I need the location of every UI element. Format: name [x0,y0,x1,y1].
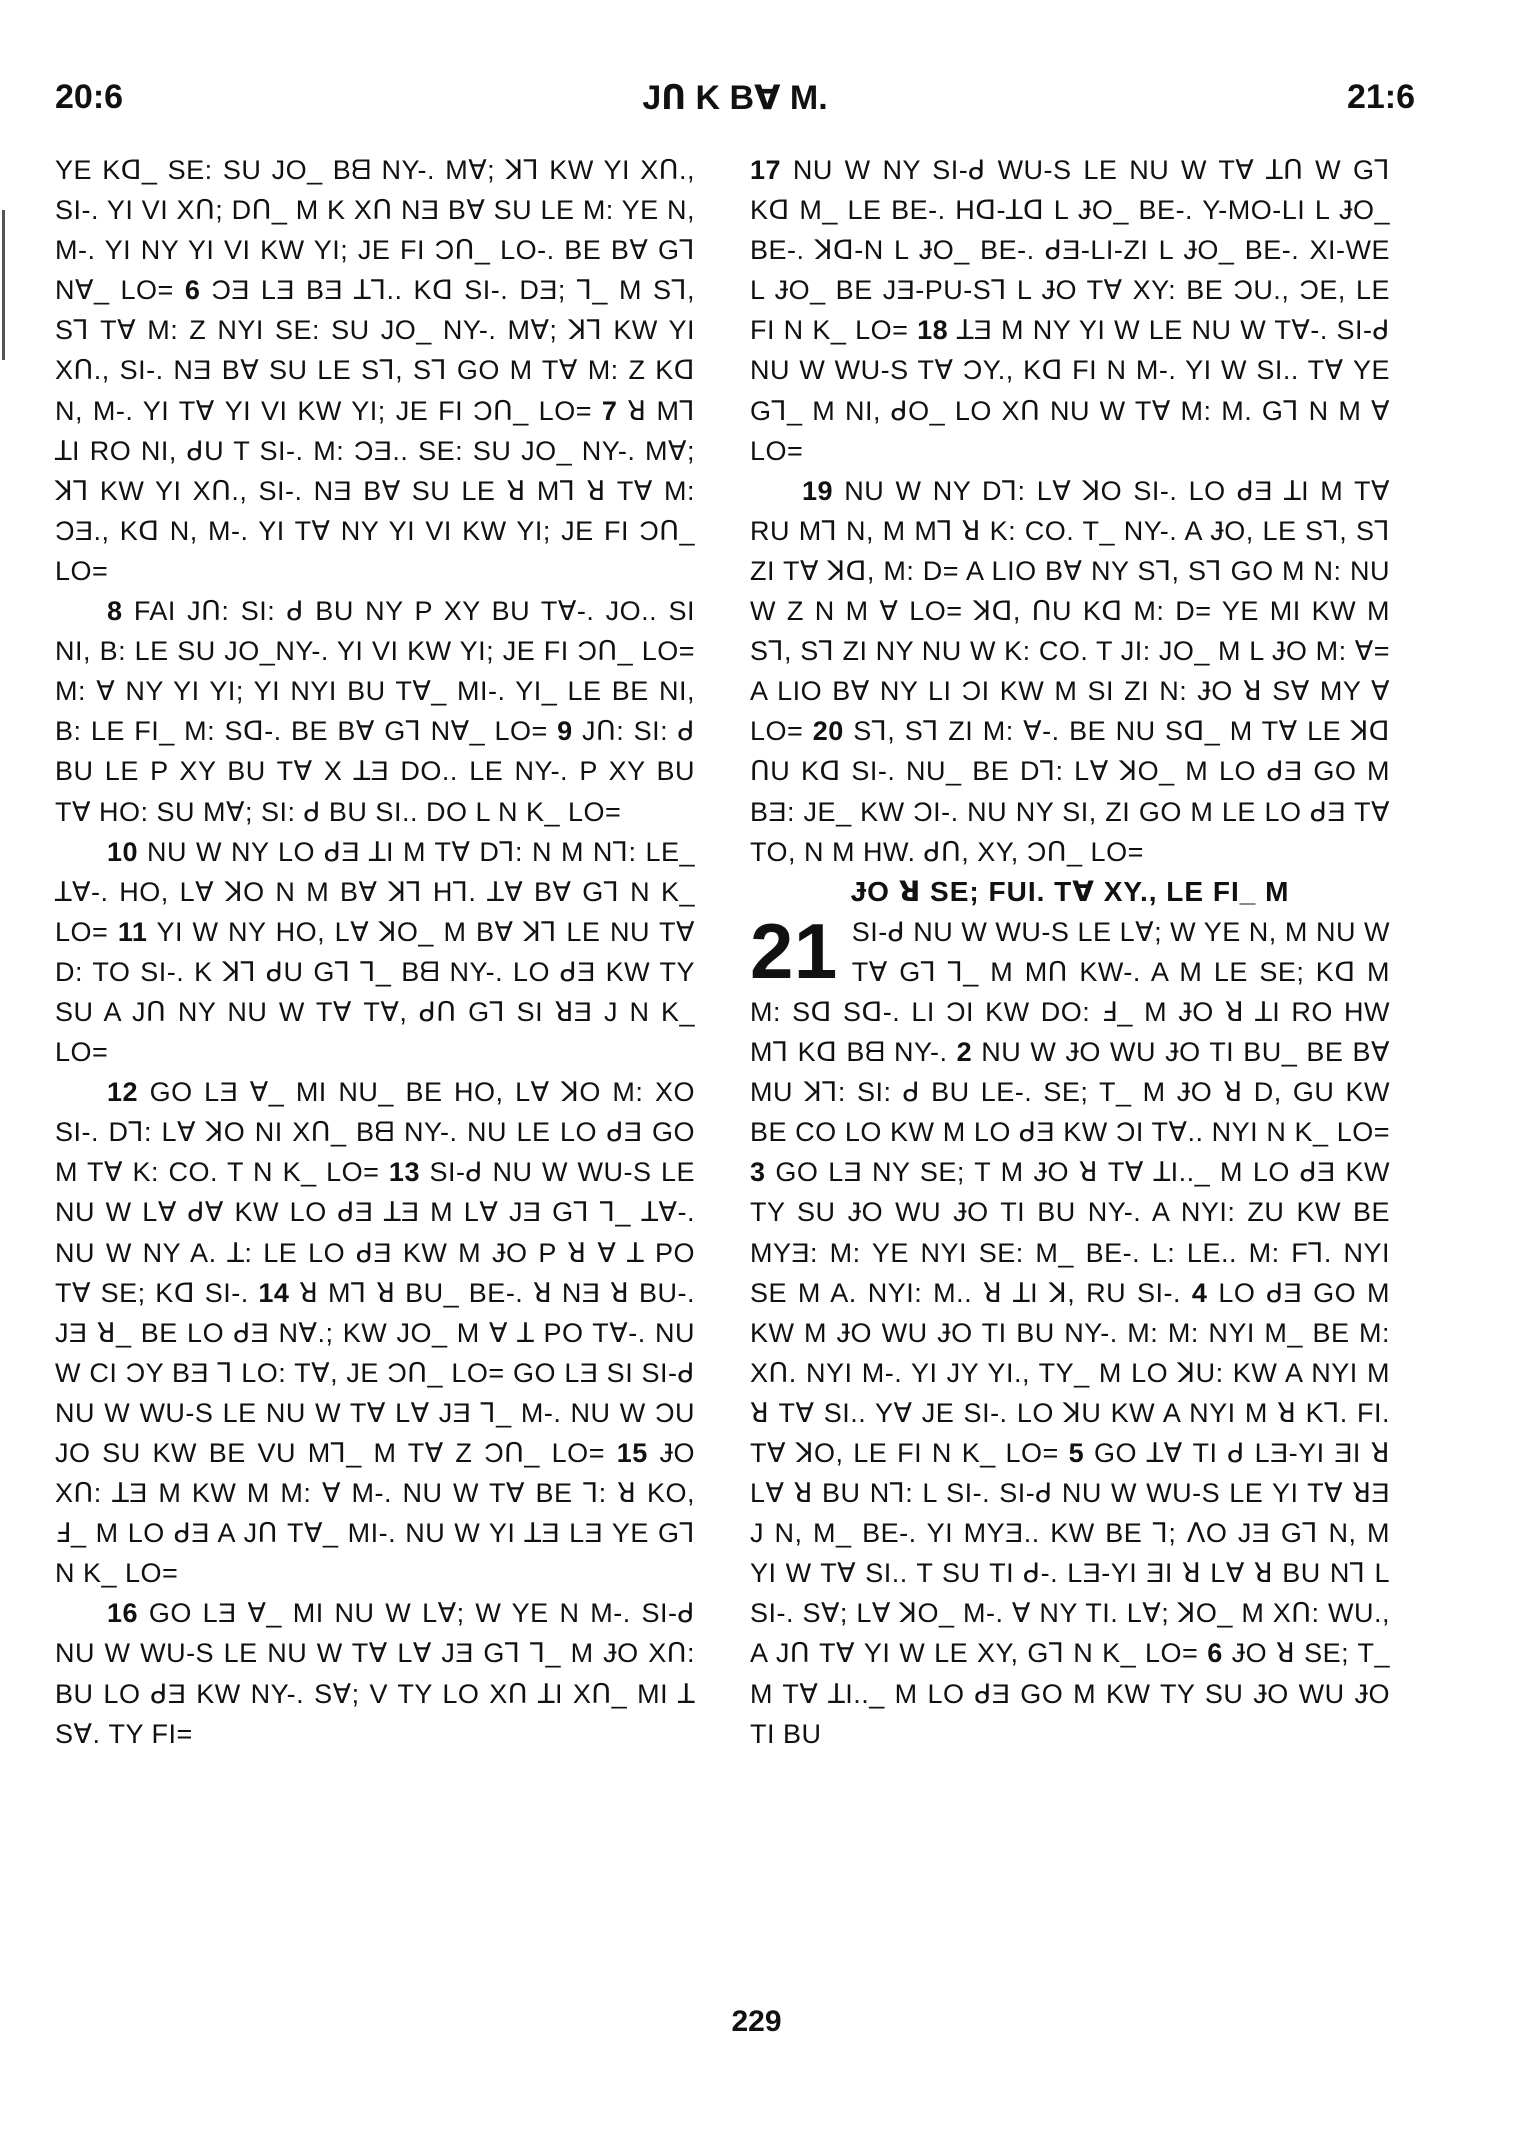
paragraph [55,832,695,1073]
page-number: 229 [731,2005,782,2038]
verse-text: GO LƎ NY SE; T M ɈO ꓤ Tꓯ ꓕI.._ M LO ᑯƎ KW TY SU ɈO WU ɈO TI BU NY-. A NYI: ZU KW BE MYƎ: M: YE NYI SE: M_ BE-. L: LE.. M: Fꓶ. NYI SE M A. NYI: M.. ꓤ ꓕI ꓘ, RU SI-. [750,1157,1390,1308]
verse-text: ɈO XՈ: ꓕƎ M KW M M: ꓯ M-. NU W Tꓯ BE ꓶ: ꓤ KO, Ⅎ_ M LO ᑯƎ A JՈ Tꓯ_ MI-. NU W YI ꓕƎ LƎ YE Gꓶ N K_ LO= [55,1438,695,1589]
paragraph [55,1593,695,1753]
verse-number: 14 [258,1277,290,1308]
verse-number: 19 [802,475,834,506]
paragraph [750,471,1390,872]
paragraph [55,1072,695,1593]
verse-text: NU W NY Dꓶ: Lꓯ ꓘO SI-. LO ᑯƎ ꓕI M Tꓯ RU Mꓶ N, M Mꓶ ꓤ K: CO. T_ NY-. A ɈO, LE Sꓶ, Sꓶ ZI Tꓯ ꓘᗡ, M: D= A LIO Bꓯ NY Sꓶ, Sꓶ GO M N: NU W Z N M ꓯ LO= ꓘᗡ, ꓵU Kᗡ M: D= YE MI KW M Sꓶ, Sꓶ ZI NY NU W K: CO. T JI: JO_ M L ɈO M: ꓯ= A LIO Bꓯ NY LI ƆI KW M SI ZI N: ɈO ꓤ Sꓯ MY ꓯ LO= [750,475,1390,747]
paragraph [750,906,1391,1754]
verse-text: ɈO ꓤ SE; T_ M Tꓯ ꓕI.._ M LO ᑯƎ GO M KW TY SU ɈO WU ɈO TI BU [750,1638,1391,1749]
paragraph [55,591,695,832]
verse-text: YE Kᗡ_ SE: SU JO_ Bᗺ NY-. Mꓯ; ꓘꓶ KW YI XՈ., SI-. YI VI XՈ; DՈ_ M K XՈ NƎ Bꓯ SU LE M: YE N, M-. YI NY YI VI KW YI; JE FI ƆՈ_ LO-. BE Bꓯ Gꓶ Nꓯ_ LO= [55,155,695,306]
section-heading: ɈO ꓤ SE; FUI. Tꓯ XY., LE FI_ M [850,875,1290,907]
verse-number: 3 [750,1157,766,1188]
verse-text: GO LƎ ꓯ_ MI NU W Lꓯ; W YE N M-. SI-ᑯ NU W WU-S LE NU W Tꓯ Lꓯ JƎ Gꓶ ꓶ_ M ɈO XՈ: BU LO ᑯƎ KW NY-. Sꓯ; V TY LO XՈ ꓕI XՈ_ MI ꓕ Sꓯ. TY FI= [55,1598,695,1749]
verse-number: 20 [812,716,844,747]
verse-number: 6 [1207,1638,1223,1669]
verse-text: JՈ: SI: ᑯ BU LE P XY BU Tꓯ X ꓕƎ DO.. LE NY-. P XY BU Tꓯ HO: SU Mꓯ; SI: ᑯ BU SI.. DO L N K_ LO= [55,716,696,827]
left-text-column [55,150,695,1754]
verse-number: 12 [107,1077,139,1108]
verse-number: 13 [388,1157,420,1188]
verse-text: SI-ᑯ NU W WU-S LE Lꓯ; W YE N, M NU W Tꓯ Gꓶ ꓶ_ M MՈ KW-. A M LE SE; Kᗡ M M: Sᗡ Sᗡ-. LI ƆI KW DO: Ⅎ_ M ɈO ꓤ ꓕI RO HW Mꓶ Kᗡ Bᗺ NY-. [750,916,1390,1068]
verse-text: ƆƎ LƎ BƎ ꓕꓶ.. Kᗡ SI-. DƎ; ꓶ_ M Sꓶ, Sꓶ Tꓯ M: Z NYI SE: SU JO_ NY-. Mꓯ; ꓘꓶ KW YI XՈ., SI-. NƎ Bꓯ SU LE Sꓶ, Sꓶ GO M Tꓯ M: Z Kᗡ N, M-. YI Tꓯ YI VI KW YI; JE FI ƆՈ_ LO= [55,275,696,426]
verse-number: 11 [117,916,148,947]
verse-text: Sꓶ, Sꓶ ZI M: ꓯ-. BE NU Sᗡ_ M Tꓯ LE ꓘᗡ ꓵU Kᗡ SI-. NU_ BE Dꓶ: Lꓯ ꓘO_ M LO ᑯƎ GO M BƎ: JE_ KW ƆI-. NU NY SI, ZI GO M LE LO ᑯƎ Tꓯ TO, N M HW. ᑯՈ, XY, ƆՈ_ LO= [750,716,1390,867]
verse-number: 17 [750,155,782,185]
verse-text: ꓤ Mꓶ ꓕI RO NI, ᑯU T SI-. M: ƆƎ.. SE: SU JO_ NY-. Mꓯ; ꓘꓶ KW YI XՈ., SI-. NƎ Bꓯ SU LE ꓤ Mꓶ ꓤ Tꓯ M: ƆƎ., Kᗡ N, M-. YI Tꓯ NY YI VI KW YI; JE FI ƆՈ_ LO= [55,395,695,586]
header-left-reference: 20:6 [55,78,124,116]
paragraph [55,150,695,591]
verse-number: 2 [956,1037,973,1068]
verse-number: 10 [107,836,139,867]
verse-text: SI-ᑯ NU W WU-S LE NU W Lꓯ ᑯꓯ KW LO ᑯƎ ꓕƎ M Lꓯ JƎ Gꓶ ꓶ_ ꓕꓯ-. NU W NY A. ꓕ: LE LO ᑯƎ KW M ɈO P ꓤ ꓯ ꓕ PO Tꓯ SE; Kᗡ SI-. [55,1157,695,1308]
chapter-number: 21 [750,906,838,995]
verse-number: 4 [1191,1277,1208,1308]
header-book-title: JՈ K Bꓯ M. [642,79,828,117]
verse-text: GO LƎ ꓯ_ MI NU_ BE HO, Lꓯ ꓘO M: XO SI-. Dꓶ: Lꓯ ꓘO NI XՈ_ Bᗺ NY-. NU LE LO ᑯƎ GO M Tꓯ K: CO. T N K_ LO= [55,1077,695,1188]
running-header [55,78,1415,128]
verse-text: NU W NY LO ᑯƎ ꓕI M Tꓯ Dꓶ: N M Nꓶ: LE_ ꓕꓯ-. HO, Lꓯ ꓘO N M Bꓯ ꓘꓶ Hꓶ. ꓕꓯ Bꓯ Gꓶ N K_ LO= [55,836,695,947]
verse-number: 9 [557,716,573,747]
verse-number: 6 [184,275,201,306]
verse-number: 8 [107,596,123,627]
verse-number: 15 [616,1438,648,1468]
verse-text: LO ᑯƎ GO M KW M ɈO WU ɈO TI BU NY-. M: M: NYI M_ BE M: XՈ. NYI M-. YI JY YI., TY_ M LO ꓘU: KW A NYI M ꓤ Tꓯ SI.. Yꓯ JE SI-. LO ꓘU KW A NYI M ꓤ Kꓶ. FI. Tꓯ ꓘO, LE FI N K_ LO= [750,1277,1390,1468]
verse-number: 7 [601,395,618,426]
verse-text: GO ꓕꓯ TI ᑯ LƎ-YI ƎI ꓤ Lꓯ ꓤ BU Nꓶ: L SI-. SI-ᑯ NU W WU-S LE YI Tꓯ ꓤƎ J N, M_ BE-. YI MYƎ.. KW BE ꓶ; ꓥO JƎ Gꓶ N, M YI W Tꓯ SI.. T SU TI ᑯ-. LƎ-YI ƎI ꓤ Lꓯ ꓤ BU Nꓶ L SI-. Sꓯ; Lꓯ ꓘO_ M-. ꓯ NY TI. Lꓯ; ꓘO_ M XՈ: WU., A JՈ Tꓯ YI W LE XY, Gꓶ N K_ LO= [750,1438,1391,1669]
verse-number: 16 [107,1598,139,1629]
header-right-reference: 21:6 [1346,78,1415,116]
verse-text: FAI JՈ: SI: ᑯ BU NY P XY BU Tꓯ-. JO.. SI NI, B: LE SU JO_NY-. YI VI KW YI; JE FI ƆՈ_ LO= M: ꓯ NY YI YI; YI NYI BU Tꓯ_ MI-. YI_ LE BE NI, B: LE FI_ M: Sᗡ-. BE Bꓯ Gꓶ Nꓯ_ LO= [55,596,695,747]
verse-text: NU W ɈO WU ɈO TI BU_ BE Bꓯ MU ꓘꓶ: SI: ᑯ BU LE-. SE; T_ M ɈO ꓤ D, GU KW BE CO LO KW M LO ᑯƎ KW ƆI Tꓯ.. NYI N K_ LO= [750,1037,1390,1148]
verse-text: ꓤ Mꓶ ꓤ BU_ BE-. ꓤ NƎ ꓤ BU-. JƎ ꓤ_ BE LO ᑯƎ Nꓯ.; KW JO_ M ꓯ ꓕ PO Tꓯ-. NU W CI ƆY BƎ ꓶ LO: Tꓯ, JE ƆՈ_ LO= GO LƎ SI SI-ᑯ NU W WU-S LE NU W Tꓯ Lꓯ JƎ ꓶ_ M-. NU W ƆU JO SU KW BE VU Mꓶ_ M Tꓯ Z ƆՈ_ LO= [55,1277,695,1468]
verse-number: 5 [1068,1438,1085,1468]
page-edge-mark [2,210,5,360]
right-text-column [750,150,1390,1754]
verse-text: NU W NY SI-ᑯ WU-S LE NU W Tꓯ ꓕՈ W Gꓶ Kᗡ M_ LE BE-. Hᗡ-ꓕᗡ L ɈO_ BE-. Y-MO-LI L ɈO_ BE-. ꓘᗡ-N L ɈO_ BE-. ᑯƎ-LI-ZI L ɈO_ BE-. XI-WE L ɈO_ BE JƎ-PU-Sꓶ L ɈO Tꓯ XY: BE ƆU., ƆE, LE FI N K_ LO= [750,155,1390,346]
verse-number: 18 [917,315,949,346]
paragraph [750,150,1390,471]
verse-text: YI W NY HO, Lꓯ ꓘO_ M Bꓯ ꓘꓶ LE NU Tꓯ D: TO SI-. K ꓘꓶ ᑯU Gꓶ ꓶ_ Bᗺ NY-. LO ᑯƎ KW TY SU A JՈ NY NU W Tꓯ Tꓯ, ᑯՈ Gꓶ SI ꓤƎ J N K_ LO= [55,916,695,1068]
verse-text: ꓕƎ M NY YI W LE NU W Tꓯ-. SI-ᑯ NU W WU-S Tꓯ ƆY., Kᗡ FI N M-. YI W SI.. Tꓯ YE Gꓶ_ M NI, ᑯO_ LO XՈ NU W Tꓯ M: M. Gꓶ N M ꓯ LO= [750,315,1390,466]
